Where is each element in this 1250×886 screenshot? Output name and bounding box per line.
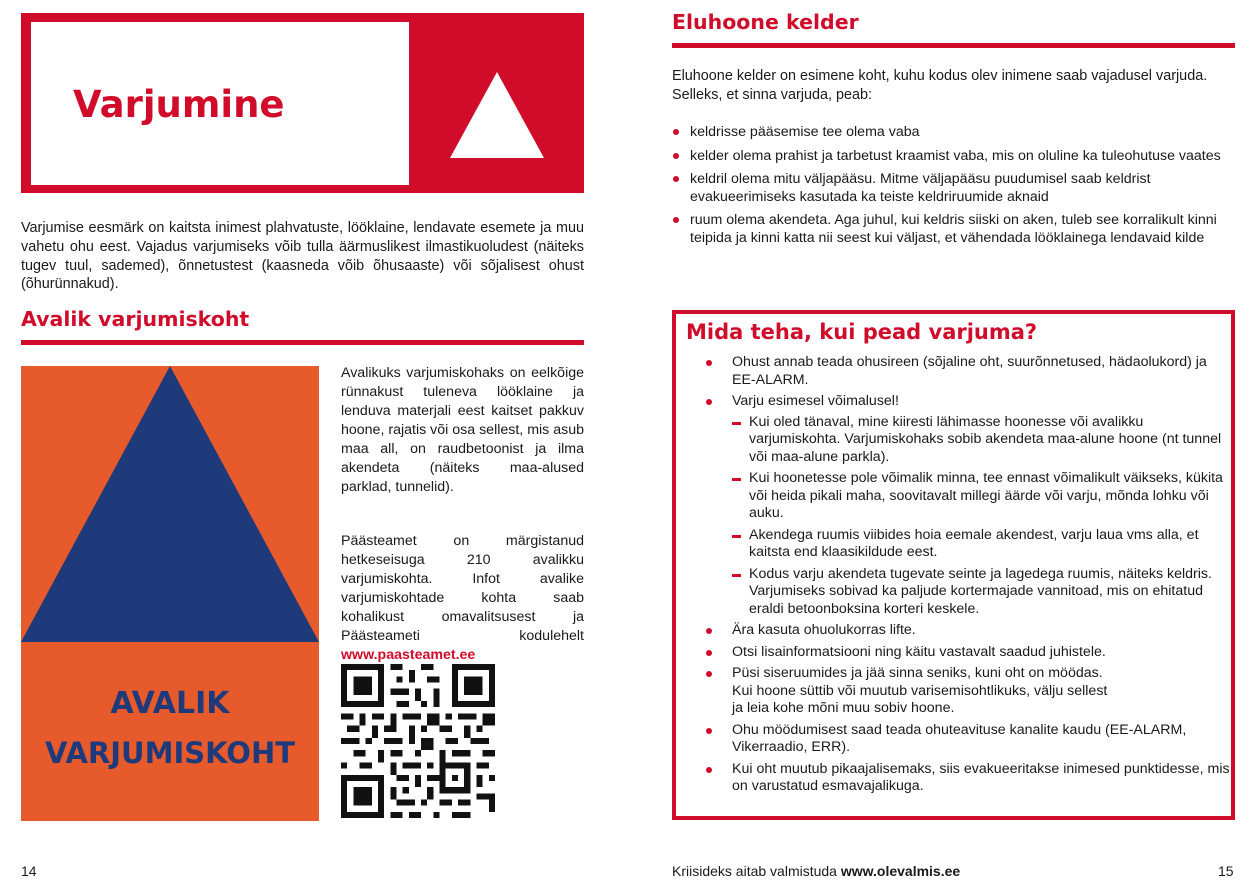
list-item: Ohu möödumisest saad teada ohuteavituse kanalite kaudu (EE-ALARM, Vikerraadio, ERR). — [702, 722, 1230, 757]
dash-icon — [732, 478, 741, 481]
list-item: Kui oht muutub pikaajalisemaks, siis evakueeritakse inimesed punktidesse, mis on varustatud esmavajalikuga. — [702, 761, 1230, 796]
bullet-icon — [673, 176, 679, 182]
list-item: Otsi lisainformatsiooni ning käitu vastavalt saadud juhistele. — [702, 644, 1230, 662]
sign-line-1: AVALIK — [110, 686, 230, 721]
bullet-icon — [706, 728, 712, 734]
dash-icon — [732, 422, 741, 425]
list-item: keldril olema mitu väljapääsu. Mitme väljapääsu puudumisel saab keldrist evakueerimiseks kasutada ka teiste keldriruumide aknaid — [672, 171, 1232, 206]
instructions-box — [672, 310, 1235, 820]
list-item: ruum olema akendeta. Aga juhul, kui keldris siiski on aken, tuleb see korralikult kinni teipida ja kinni katta nii seest kui väljast, et vähendada lööklainega lendavaid kilde — [672, 212, 1232, 247]
sign-line-2: VARJUMISKOHT — [45, 736, 295, 770]
bullet-icon — [706, 650, 712, 656]
paasteamet-link[interactable]: www.paasteamet.ee — [341, 647, 476, 663]
olevalmis-link[interactable]: www.olevalmis.ee — [840, 863, 961, 879]
dash-icon — [732, 574, 741, 577]
cellar-paragraph: Eluhoone kelder on esimene koht, kuhu kodus olev inimene saab vajadusel varjuda. Selleks, et sinna varjuda, peab: — [672, 68, 1208, 103]
intro-paragraph: Varjumise eesmärk on kaitsta inimest plahvatuste, lööklaine, lendavate esemete ja muu vahetu ohu eest. Vajadus varjumiseks võib tulla äärmuslikest ilmastikuoludest (näiteks tugev tuul, sademed), õnnetustest (kaasneda võib õhusaaste) või sõjalisest ohust (õhurünnakud). — [21, 220, 584, 293]
bullet-icon — [706, 671, 712, 677]
bullet-icon — [673, 129, 679, 135]
instructions-title: Mida teha, kui pead varjuma? — [686, 320, 1038, 344]
bullet-icon — [706, 628, 712, 634]
page-number-left: 14 — [21, 863, 37, 879]
bullet-icon — [673, 217, 679, 223]
page-number-right: 15 — [1218, 863, 1234, 879]
bullet-icon — [706, 360, 712, 366]
bullet-icon — [706, 399, 712, 405]
page-title: Varjumine — [73, 83, 285, 126]
shelter-paragraph: Avalikuks varjumiskohaks on eelkõige rünnakust tuleneva lööklaine ja lenduva materjali eest kaitset pakkuv hoone, rajatis või osa sellest, mis asub maa all, on raudbetoonist ja ilma akendeta (näiteks maa-alused parklad, tunnelid). — [341, 365, 584, 495]
dash-icon — [732, 535, 741, 538]
section-heading-avalik: Avalik varjumiskoht — [21, 307, 250, 331]
heading-rule — [21, 340, 584, 345]
bullet-icon — [673, 153, 679, 159]
footer-text: Kriisideks aitab valmistuda — [672, 863, 837, 879]
cellar-requirements-list — [672, 124, 1232, 253]
footer — [672, 863, 960, 879]
sub-list-item: Akendega ruumis viibides hoia eemale akendest, varju laua vms alla, et kaitsta end klaasikildude eest. — [732, 527, 1230, 562]
list-item: Püsi siseruumides ja jää sinna seniks, kuni oht on möödas. Kui hoone süttib või muutub varisemisohtlikuks, välju sellest ja leia kohe mõni muu sobiv hoone. — [702, 665, 1230, 718]
shelter-info-text: Päästeamet on märgistanud hetkeseisuga 210 avalikku varjumiskohta. Infot avalike varjumiskohtade kohta saab kohalikust omavalitsusest ja Päästeameti kodulehelt — [341, 533, 584, 644]
section-heading-kelder: Eluhoone kelder — [672, 10, 859, 34]
title-banner — [21, 13, 584, 193]
list-item: Ära kasuta ohuolukorras lifte. — [702, 622, 1230, 640]
public-shelter-sign — [21, 366, 319, 821]
bullet-icon — [706, 767, 712, 773]
sub-list-item: Kui hoonetesse pole võimalik minna, tee ennast võimalikult väikseks, kükita või heida pikali maha, soovitavalt millegi äärde või varju, mõnda lohku või auku. — [732, 470, 1230, 523]
list-item: kelder olema prahist ja tarbetust kraamist vaba, mis on oluline ka tuleohutuse vaates — [672, 148, 1232, 166]
sub-list-item: Kodus varju akendeta tugevate seinte ja lagedega ruumis, näiteks keldris. Varjumiseks sobivad ka paljude kortermajade vannitoad, mis on ehitatud eraldi betoonboksina korteri keskele. — [732, 566, 1230, 619]
white-triangle-icon — [450, 72, 544, 158]
list-item: Ohust annab teada ohusireen (sõjaline oht, suurõnnetused, hädaolukord) ja EE-ALARM. — [702, 354, 1230, 389]
heading-rule — [672, 43, 1235, 48]
list-item: Varju esimesel võimalusel! Kui oled tänaval, mine kiiresti lähimasse hoonesse või avalikku varjumiskohta. Varjumiskohaks sobib akendeta maa-alune hoone (nt tunnel või maa-alune parkla). Kui hoonetesse pole võimalik minna, tee ennast võimalikult väikseks, kükita või heida pikali maha, soovitavalt millegi äärde või varju, mõnda lohku või auku. Akendega ruumis viibides hoia eemale akendest, varju laua vms alla, et kaitsta end klaasikildude eest. Kodus varju akendeta tugevate seinte ja lagedega ruumis, näiteks keldris. Varjumiseks sobivad ka paljude kortermajade vannitoad, mis on ehitatud eraldi betoonboksina korteri keskele. — [702, 393, 1230, 618]
qr-code[interactable] — [341, 664, 495, 818]
instructions-list — [702, 354, 1230, 800]
list-item: keldrisse pääsemise tee olema vaba — [672, 124, 1232, 142]
sub-list-item: Kui oled tänaval, mine kiiresti lähimasse hoonesse või avalikku varjumiskohta. Varjumiskohaks sobib akendeta maa-alune hoone (nt tunnel või maa-alune parkla). — [732, 414, 1230, 467]
sub-list — [732, 414, 1230, 619]
shelter-info-paragraph — [341, 532, 584, 665]
